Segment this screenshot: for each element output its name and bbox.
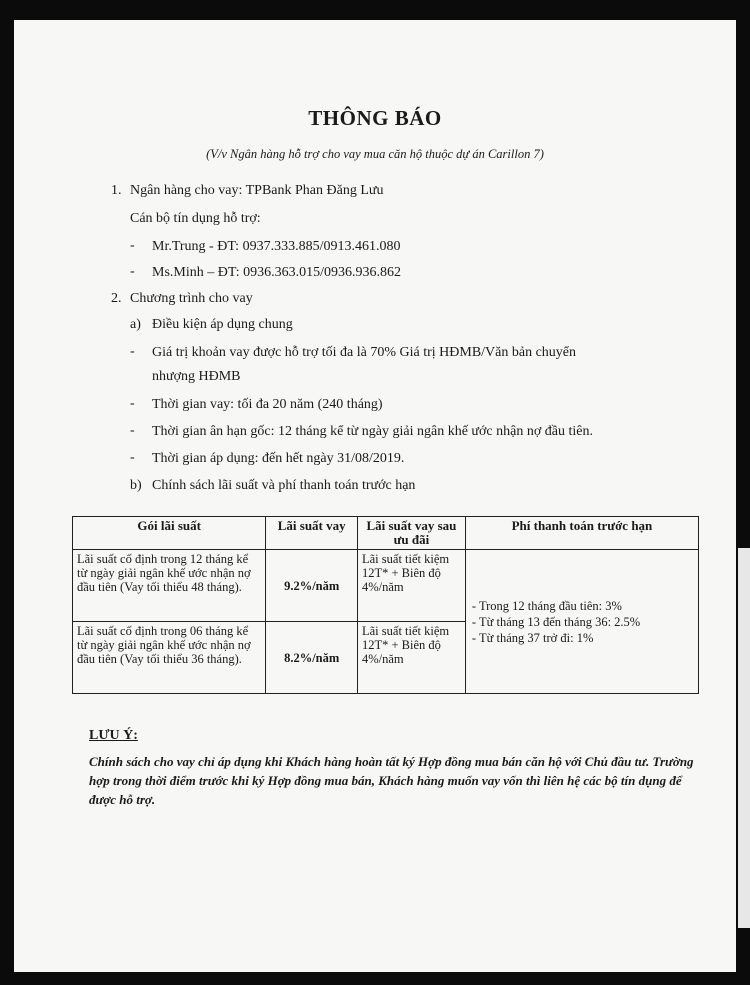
document-title: THÔNG BÁO xyxy=(308,106,442,130)
document-subtitle: (V/v Ngân hàng hỗ trợ cho vay mua căn hộ thuộc dự án Carillon 7) xyxy=(206,147,544,161)
section-1-number: 1. xyxy=(111,183,122,198)
effective-date-bullet: Thời gian áp dụng: đến hết ngày 31/08/2019. xyxy=(152,451,405,466)
part-a-label: Điều kiện áp dụng chung xyxy=(152,317,293,332)
fee-line: - Từ tháng 13 đến tháng 36: 2.5% xyxy=(471,614,641,629)
note-text: Chính sách cho vay chỉ áp dụng khi Khách hàng hoàn tất ký Hợp đồng mua bán căn hộ với Chủ đầu tư. Trường hợp trong thời điểm trước khi ký Hợp đồng mua bán, Khách hàng muốn vay vốn thì liên hệ các bộ tín dụng để được hỗ trợ. xyxy=(89,754,694,807)
bullet-dash: - xyxy=(130,238,135,253)
fee-line: - Trong 12 tháng đầu tiên: 3% xyxy=(471,598,622,613)
section-2-label: Chương trình cho vay xyxy=(130,291,253,306)
rate-after-cell: Lãi suất tiết kiệm 12T* + Biên độ 4%/năm xyxy=(358,550,466,622)
rate-after-cell: Lãi suất tiết kiệm 12T* + Biên độ 4%/năm xyxy=(358,622,466,694)
loan-value-bullet-cont: nhượng HĐMB xyxy=(152,369,241,384)
document-page xyxy=(14,20,736,972)
rate-cell: 8.2%/năm xyxy=(266,622,358,694)
bullet-dash: - xyxy=(130,344,135,359)
package-cell: Lãi suất cố định trong 06 tháng kể từ ngày giải ngân khế ước nhận nợ đầu tiên (Vay tối thiểu 36 tháng). xyxy=(73,622,266,694)
photo-edge xyxy=(738,548,750,928)
part-a-marker: a) xyxy=(130,317,141,332)
fee-line: - Từ tháng 37 trở đi: 1% xyxy=(471,630,594,645)
loan-term-bullet: Thời gian vay: tối đa 20 năm (240 tháng) xyxy=(152,397,383,412)
section-2-number: 2. xyxy=(111,291,122,306)
rate-cell: 9.2%/năm xyxy=(266,550,358,622)
prepayment-fee-cell xyxy=(465,550,698,694)
bullet-dash: - xyxy=(130,396,135,411)
interest-rate-table xyxy=(72,516,699,694)
header-rate-after: Lãi suất vay sau ưu đãi xyxy=(358,517,466,550)
bullet-dash: - xyxy=(130,450,135,465)
part-b-marker: b) xyxy=(130,478,142,493)
grace-period-bullet: Thời gian ân hạn gốc: 12 tháng kể từ ngày giải ngân khế ước nhận nợ đầu tiên. xyxy=(152,424,593,439)
header-rate: Lãi suất vay xyxy=(266,517,358,550)
section-1-label: Ngân hàng cho vay: TPBank Phan Đăng Lưu xyxy=(130,183,384,198)
contact-minh: Ms.Minh – ĐT: 0936.363.015/0936.936.862 xyxy=(152,265,401,280)
table-row xyxy=(73,550,699,622)
bullet-dash: - xyxy=(130,264,135,279)
table-header-row xyxy=(73,517,699,550)
package-cell: Lãi suất cố định trong 12 tháng kể từ ngày giải ngân khế ước nhận nợ đầu tiên (Vay tối thiểu 48 tháng). xyxy=(73,550,266,622)
bullet-dash: - xyxy=(130,423,135,438)
header-package: Gói lãi suất xyxy=(73,517,266,550)
header-prepayment-fee: Phí thanh toán trước hạn xyxy=(465,517,698,550)
part-b-label: Chính sách lãi suất và phí thanh toán trước hạn xyxy=(152,478,416,493)
section-1-sublabel: Cán bộ tín dụng hỗ trợ: xyxy=(130,211,261,226)
contact-trung: Mr.Trung - ĐT: 0937.333.885/0913.461.080 xyxy=(152,239,401,254)
loan-value-bullet: Giá trị khoản vay được hỗ trợ tối đa là 70% Giá trị HĐMB/Văn bản chuyển xyxy=(152,345,577,360)
note-heading: LƯU Ý: xyxy=(89,728,138,743)
